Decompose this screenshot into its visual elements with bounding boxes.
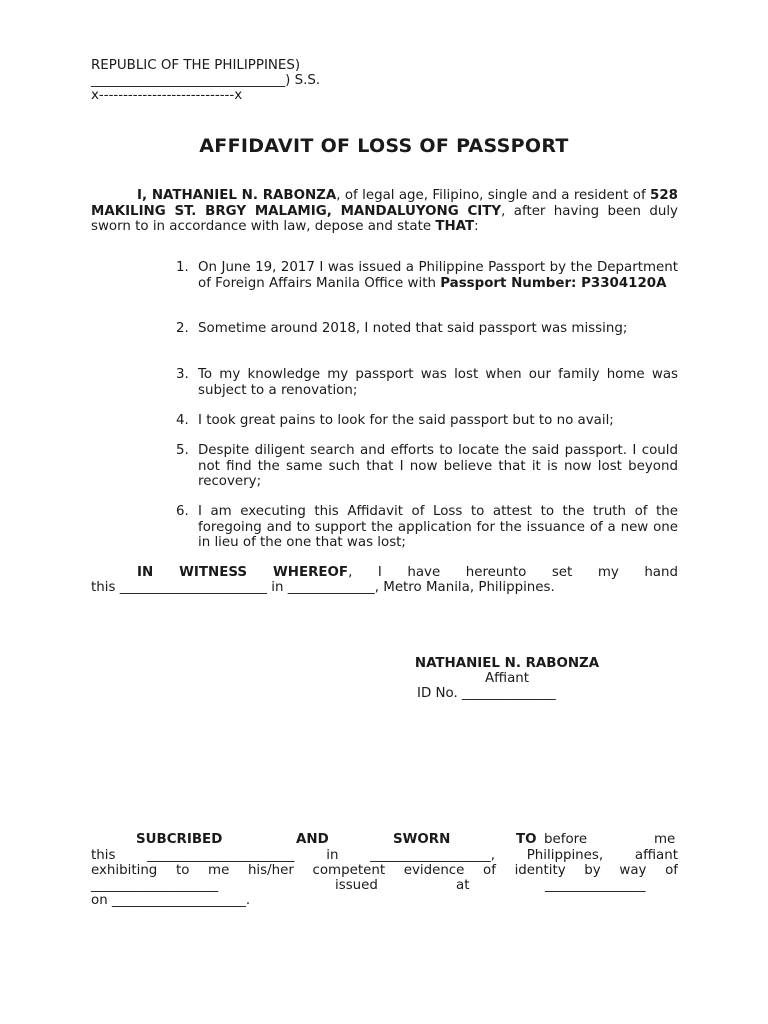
document-title: AFFIDAVIT OF LOSS OF PASSPORT	[199, 135, 569, 157]
item-2	[198, 321, 678, 337]
jurat-word-me: me	[654, 832, 676, 847]
venue-line-3: x----------------------------x	[91, 88, 243, 103]
item-1-text: On June 19, 2017 I was issued a Philippine Passport by the Department of Foreign Affairs Manila Office with	[198, 260, 678, 291]
jurat-word-sworn: SWORN	[393, 832, 451, 847]
jurat-at: at	[456, 878, 470, 893]
passport-number: Passport Number: P3304120A	[440, 275, 667, 291]
jurat-line-2: this ______________________ in __________________, Philippines, affiant	[91, 848, 678, 863]
item-2-number: 2.	[176, 321, 189, 336]
item-6-number: 6.	[176, 504, 189, 519]
item-3	[198, 367, 678, 398]
witness-line-2: this ______________________ in _____________, Metro Manila, Philippines.	[91, 580, 555, 595]
signatory-role: Affiant	[484, 671, 530, 686]
jurat-word-and: AND	[296, 832, 329, 847]
item-5	[198, 443, 678, 490]
jurat-line-5: on ____________________.	[91, 893, 251, 908]
venue-line-1: REPUBLIC OF THE PHILIPPINES)	[91, 58, 301, 73]
item-3-number: 3.	[176, 367, 189, 382]
jurat-word-before: before	[544, 832, 588, 847]
intro-paragraph	[91, 188, 678, 235]
item-1-number: 1.	[176, 260, 189, 275]
jurat-blank-evidence: ___________________	[91, 878, 219, 893]
jurat-blank-place: _______________	[545, 878, 646, 893]
signatory-id-line: ID No. ______________	[417, 686, 556, 701]
item-1	[198, 260, 678, 291]
venue-line-2: _____________________________) S.S.	[91, 73, 321, 88]
witness-line-1-text: , I have hereunto set my hand	[348, 565, 678, 580]
jurat-issued: issued	[335, 878, 378, 893]
item-3-text: To my knowledge my passport was lost when our family home was subject to a renovation;	[198, 367, 678, 398]
item-5-text: Despite diligent search and efforts to locate the said passport. I could not find the same such that I now believe that it is now lost beyond recovery;	[198, 443, 678, 489]
witness-line-1	[91, 565, 678, 581]
item-5-number: 5.	[176, 443, 189, 458]
affiant-address: 528 MAKILING ST. BRGY MALAMIG, MANDALUYONG CITY	[91, 188, 678, 219]
item-4-text: I took great pains to look for the said passport but to no avail;	[198, 413, 614, 428]
affiant-name: I, NATHANIEL N. RABONZA	[137, 188, 337, 203]
item-4	[198, 413, 678, 429]
jurat-line-3: exhibiting to me his/her competent evidence of identity by way of	[91, 863, 678, 878]
intro-colon: :	[474, 219, 479, 234]
signatory-name: NATHANIEL N. RABONZA	[414, 656, 600, 671]
item-6-text: I am executing this Affidavit of Loss to attest to the truth of the foregoing and to support the application for the issuance of a new one in lieu of the one that was lost;	[198, 504, 678, 550]
intro-that: THAT	[435, 219, 475, 234]
item-6	[198, 504, 678, 551]
witness-heading: IN WITNESS WHEREOF	[137, 565, 349, 580]
intro-text-b: , after having been duly sworn to in accordance with law, depose and state	[91, 203, 678, 234]
item-2-text: Sometime around 2018, I noted that said passport was missing;	[198, 321, 628, 336]
item-4-number: 4.	[176, 413, 189, 428]
jurat-word-to: TO	[516, 832, 537, 847]
jurat-word-subscribed: SUBCRIBED	[136, 832, 223, 847]
intro-text-a: , of legal age, Filipino, single and a resident of	[336, 188, 651, 203]
